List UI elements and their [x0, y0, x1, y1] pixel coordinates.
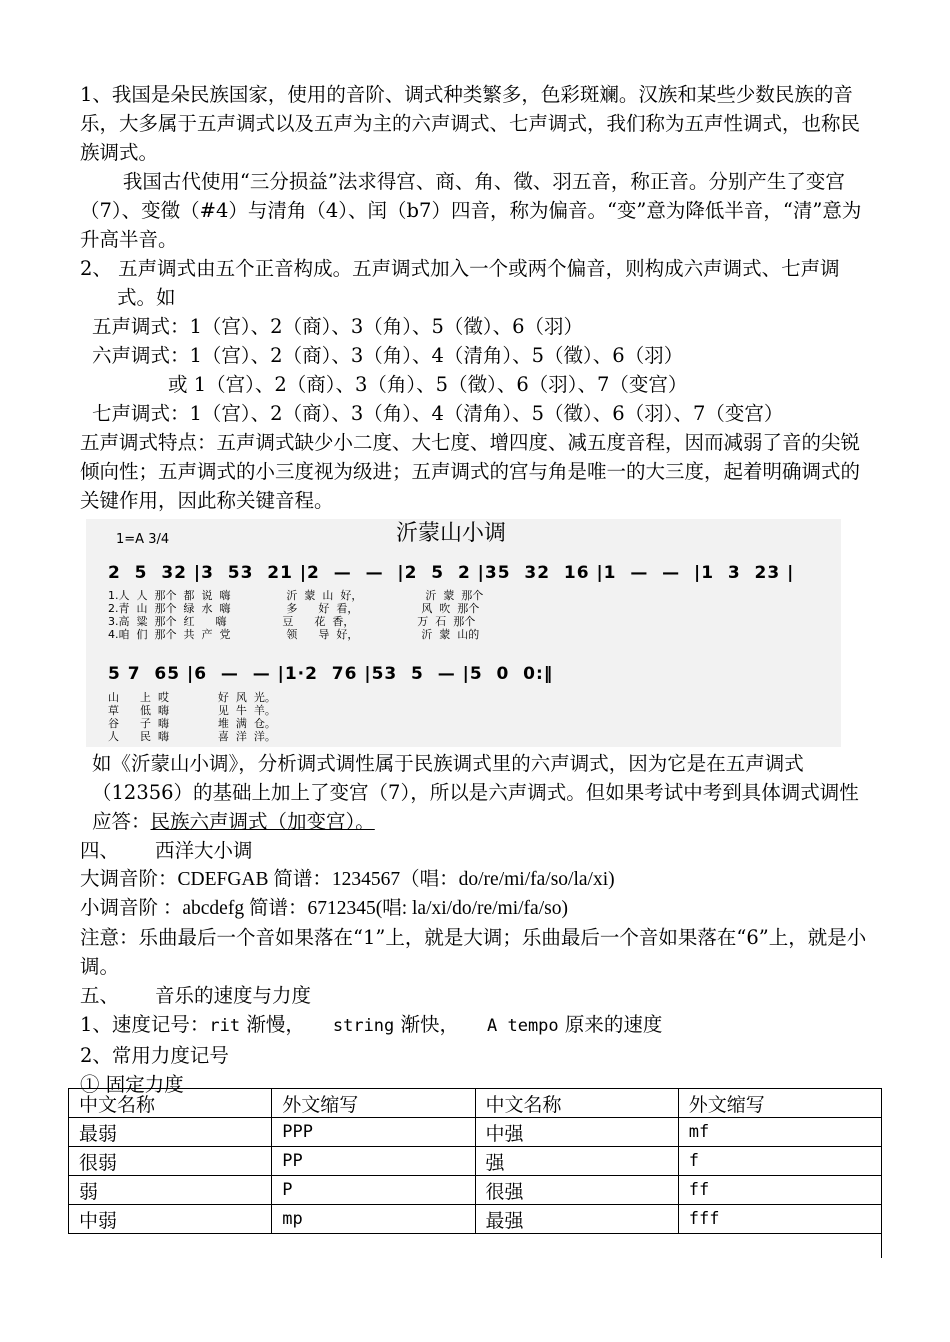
seven-tone-mode: 七声调式：1（宫）、2（商）、3（角）、4（清角）、5（徵）、6（羽）、7（变宫） [92, 402, 784, 425]
table-row [69, 1118, 882, 1147]
six-tone-mode-a: 六声调式：1（宫）、2（商）、3（角）、4（清角）、5（徵）、6（羽） [92, 344, 684, 367]
score-lyrics-line-1: 1.人 人 那个 都 说 嗨 沂 蒙 山 好， 沂 蒙 那个 2.青 山 那个 绿 水 嗨 多 好 看， 风 吹 那个 3.高 粱 那个 红 嗨 豆 花 香， 万 石 那个 4.咱 们 那个 共 产 党 领 导 好， 沂 蒙 山的 [108, 589, 484, 641]
table-cell: 弱 [69, 1176, 272, 1205]
table-cell: 中强 [475, 1118, 678, 1147]
major-scale-line: 大调音阶：CDEFGAB 简谱：1234567（唱：do/re/mi/fa/so/la/xi) [80, 869, 615, 890]
table-cell: 最弱 [69, 1118, 272, 1147]
table-cell: 很强 [475, 1176, 678, 1205]
table-header-cell: 中文名称 [475, 1089, 678, 1118]
tempo-rit: rit [209, 1016, 241, 1036]
table-cell: mp [272, 1205, 475, 1234]
table-row [69, 1176, 882, 1205]
fixed-dynamics-heading: ① 固定力度 [80, 1073, 184, 1096]
heading-tempo-dynamics [80, 981, 875, 1010]
paragraph-ancient-tones: 我国古代使用“三分损益”法求得宫、商、角、徵、羽五音，称正音。分别产生了变宫（7）、变徵（#4）与清角（4）、闰（b7）四音，称为偏音。“变”意为降低半音，“清”意为升高半音。 [80, 170, 862, 251]
score-title: 沂蒙山小调 [396, 521, 507, 546]
table-row [69, 1205, 882, 1234]
table-cell: PP [272, 1147, 475, 1176]
six-tone-mode-b: 或 1（宫）、2（商）、3（角）、5（徵）、6（羽）、7（变宫） [168, 373, 688, 396]
table-cell: 很弱 [69, 1147, 272, 1176]
five-tone-mode: 五声调式：1（宫）、2（商）、3（角）、5（徵）、6（羽） [92, 315, 584, 338]
heading-title: 音乐的速度与力度 [155, 984, 312, 1007]
tempo-marks-line [80, 1010, 875, 1041]
sheet-music-image [86, 519, 841, 747]
heading-title: 西洋大小调 [155, 839, 253, 862]
tempo-label: 1、速度记号： [80, 1013, 210, 1036]
analysis-answer: 民族六声调式（加变宫）。 [150, 810, 375, 833]
score-lyrics-line-2: 山 上 哎 好 风 光。 草 低 嗨 见 牛 羊。 谷 子 嗨 堆 满 仓。 人 民 嗨 喜 洋 洋。 [108, 691, 276, 743]
heading-number: 五、 [80, 984, 120, 1007]
table-cell: 中弱 [69, 1205, 272, 1234]
tempo-string-meaning: 渐快， [400, 1013, 459, 1036]
tempo-string: string [332, 1016, 395, 1036]
analysis-text: 如《沂蒙山小调》，分析调式调性属于民族调式里的六声调式，因为它是在五声调式（12356）的基础上加上了变宫（7），所以是六声调式。但如果考试中考到具体调式调性应答： [92, 752, 859, 833]
score-notes-line-1: 2 5 32 |3 53 21 |2 — — |2 5 2 |35 32 16 |1 — — |1 3 23 | [108, 563, 795, 583]
heading-number: 四、 [80, 839, 120, 862]
table-cell: 强 [475, 1147, 678, 1176]
dynamics-table [68, 1088, 882, 1234]
table-cell: mf [678, 1118, 881, 1147]
document-body [80, 80, 875, 1099]
score-key-signature: 1=A 3/4 [116, 532, 170, 547]
paragraph-pentatonic-features: 五声调式特点：五声调式缺少小二度、大七度、增四度、减五度音程，因而减弱了音的尖锐倾向性；五声调式的小三度视为级进；五声调式的宫与角是唯一的大三度，起着明确调式的关键作用，因此称关键音程。 [80, 431, 861, 512]
dynamics-heading: 2、常用力度记号 [80, 1044, 229, 1067]
table-cell: PPP [272, 1118, 475, 1147]
paragraph-pentatonic: 2、 五声调式由五个正音构成。五声调式加入一个或两个偏音，则构成六声调式、七声调式。如 [80, 257, 840, 309]
table-row [69, 1147, 882, 1176]
table-cell: ff [678, 1176, 881, 1205]
table-header-cell: 外文缩写 [678, 1089, 881, 1118]
paragraph-intro: 1、我国是朵民族国家，使用的音阶、调式种类繁多，色彩斑斓。汉族和某些少数民族的音乐，大多属于五声调式以及五声为主的六声调式、七声调式，我们称为五声性调式，也称民族调式。 [80, 83, 861, 164]
paragraph-note: 注意：乐曲最后一个音如果落在“1”上，就是大调；乐曲最后一个音如果落在“6”上，就是小调。 [80, 926, 867, 978]
score-notes-line-2: 5 7 65 |6 — — |1·2 76 |53 5 — |5 0 0:‖ [108, 664, 554, 684]
tempo-a-tempo: A tempo [487, 1016, 559, 1036]
table-header-cell: 外文缩写 [272, 1089, 475, 1118]
minor-scale-line: 小调音阶 ：abcdefg 简谱：6712345(唱: la/xi/do/re/mi/fa/so) [80, 898, 568, 919]
tempo-rit-meaning: 渐慢， [246, 1013, 305, 1036]
table-cell: 最强 [475, 1205, 678, 1234]
table-header-row [69, 1089, 882, 1118]
paragraph-analysis [80, 749, 875, 836]
table-cell: P [272, 1176, 475, 1205]
table-header-cell: 中文名称 [69, 1089, 272, 1118]
page-edge-mark [881, 1232, 882, 1258]
tempo-a-tempo-meaning: 原来的速度 [564, 1013, 663, 1036]
table-cell: f [678, 1147, 881, 1176]
table-cell: fff [678, 1205, 881, 1234]
heading-western-scales [80, 836, 875, 865]
